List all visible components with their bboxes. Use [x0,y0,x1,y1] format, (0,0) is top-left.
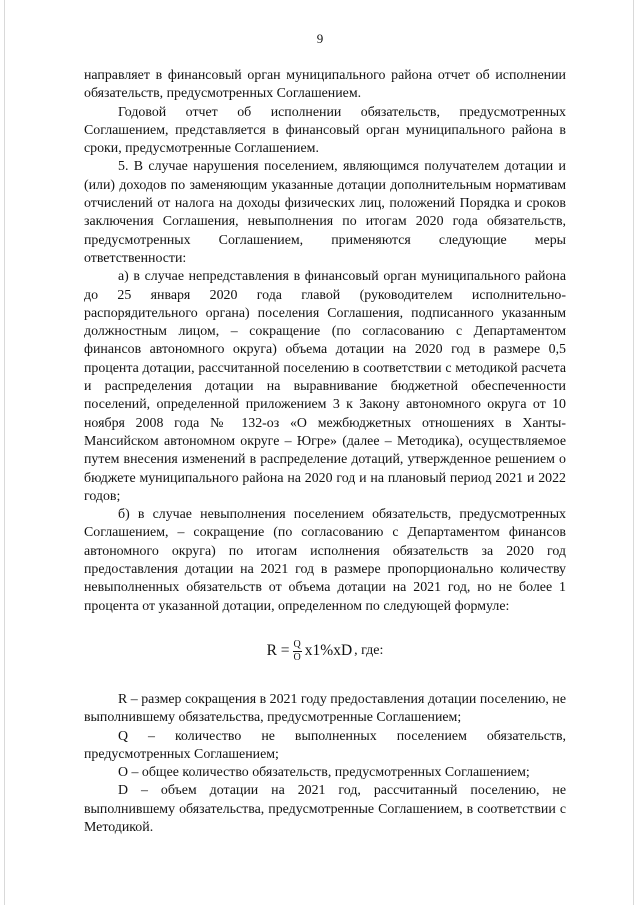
page-edge-right [633,0,634,905]
paragraph: а) в случае непредставления в финансовый орган муниципального района до 25 января 2020 года главой (руководителем исполнительно-распорядительного органа) поселения Соглашения, подписанного указанным должностным лицом, – сокращение (по согласованию с Департаментом финансов автономного округа) объема дотации на 2020 год в размере 0,5 процента дотации, рассчитанной поселению в соответствии с методикой расчета и распределения дотации на выравнивание бюджетной обеспеченности поселений, определенной приложением 3 к Закону автономного округа от 10 ноября 2008 года № 132-оз «О межбюджетных отношениях в Ханты-Мансийском автономном округе – Югре» (далее – Методика), осуществляемое путем внесения изменений в распределение дотаций, утвержденное решением о бюджете муниципального района на 2020 год и на плановый период 2021 и 2022 годов; [84,269,566,504]
definition-paragraph: R – размер сокращения в 2021 году предоставления дотации поселению, не выполнившему обязательства, предусмотренные Соглашением; [84,691,566,726]
definition-paragraph: D – объем дотации на 2021 год, рассчитанный поселению, не выполнившему обязательства, предусмотренные Соглашением, в соответствии с Методикой. [84,783,566,835]
definition-paragraph: Q – количество не выполненных поселением обязательств, предусмотренных Соглашением; [84,728,566,762]
paragraph: Годовой отчет об исполнении обязательств, предусмотренных Соглашением, представляется в финансовый орган муниципального района в сроки, предусмотренные Соглашением. [84,104,566,157]
formula-block [84,640,566,663]
formula-suffix: , где: [354,643,384,659]
definition-paragraph: О – общее количество обязательств, предусмотренных Соглашением; [118,765,530,781]
formula [267,640,384,663]
formula-numerator: Q [293,638,301,650]
paragraph: 5. В случае нарушения поселением, являющимся получателем дотации и (или) доходов по заменяющим указанные дотации дополнительным нормативам отчислений от налога на доходы физических лиц, положений Порядка и сроков заключения Соглашения, невыполнения по итогам 2020 года обязательств, предусмотренных Соглашением, применяются следующие меры ответственности: [84,159,566,266]
page-number: 9 [316,31,324,46]
paragraph: б) в случае невыполнения поселением обязательств, предусмотренных Соглашением, – сокращение (по согласованию с Департаментом финансов автономного округа) по итогам исполнения обязательств за 2020 год предоставления дотации на 2021 год в размере пропорционально количеству невыполненных обязательств от объема дотации на 2021 год, но не более 1 процента от указанной дотации, определенном по следующей формуле: [84,507,566,614]
formula-rhs: x1%xD [304,642,353,660]
paragraph: направляет в финансовый орган муниципального района отчет об исполнении обязательств, предусмотренных Соглашением. [84,68,566,102]
formula-denominator: O [293,651,301,663]
formula-lhs: R = [266,642,290,660]
formula-fraction [293,640,302,663]
page-edge-left [4,0,5,905]
document-body [84,67,566,837]
